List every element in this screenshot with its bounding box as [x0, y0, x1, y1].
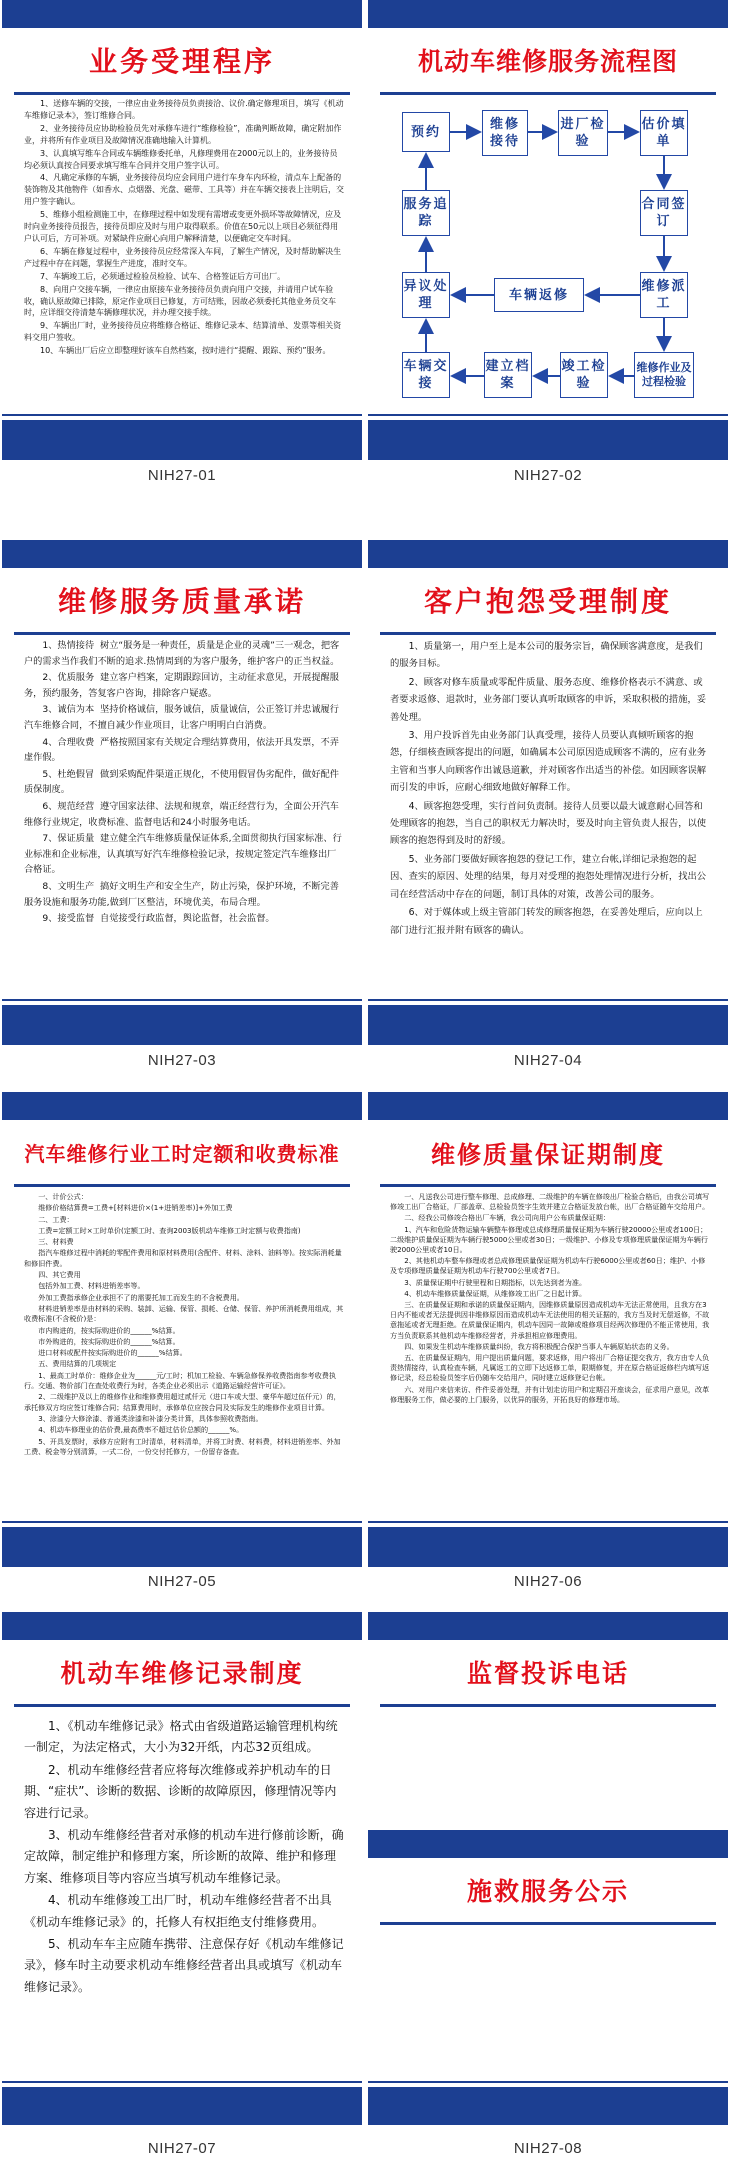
paragraph: 4、凡确定承修的车辆，业务接待员均应会同用户进行车身车内环检，清点车上配备的装饰物及其他物件（如香水、点烟器、光盘、磁带、工具等）并在车辆交接表上注明后，交用户签字确认。 — [24, 173, 344, 207]
paragraph: 3、认真填写维车合同或车辆维修委托单，凡修理费用在2000元以上的，业务接待员均必须认真按合同要求填写维车合同并交用户签字认可。 — [24, 148, 338, 170]
paragraph: 2、优质服务 建立客户档案，定期跟踪回访，主动征求意见，开展提醒服务，预约服务，答复客户咨询，排除客户疑惑。 — [24, 672, 339, 699]
panel-body — [390, 638, 710, 940]
paragraph: 二、经我公司修竣合格出厂车辆，我公司向用户公布质量保证期： — [404, 1213, 610, 1223]
paragraph: 包括外加工费、材料进销差率等。 — [38, 1281, 145, 1291]
panel-title: 维修服务质量承诺 — [57, 585, 306, 618]
flow-arrows — [368, 0, 728, 420]
panel-repair-record — [2, 1612, 362, 2132]
panel-title: 机动车维修记录制度 — [60, 1659, 304, 1688]
panel-body — [390, 1192, 710, 1406]
panel-code: NIH27-02 — [513, 467, 583, 484]
flow-box-contract: 合同签订 — [640, 190, 688, 236]
paragraph: 9、接受监督 自觉接受行政监督，舆论监督，社会监督。 — [42, 913, 275, 925]
paragraph: 2、业务接待员应协助检验员先对承修车进行“维修检验”，准确判断故障，确定附加作业，并将所有作业项目及故障情况准确地输入计算机。 — [24, 123, 342, 145]
paragraph: 1、质量第一，用户至上是本公司的服务宗旨，确保顾客满意度，是我们的服务目标。 — [390, 641, 703, 670]
flow-box-archive: 建立档案 — [484, 352, 532, 398]
flow-box-repair-work: 维修作业及过程检验 — [634, 352, 694, 398]
paragraph: 四、其它费用 — [38, 1270, 81, 1280]
paragraph: 4、机动车维修质量保证期，从维修竣工出厂之日起计算。 — [404, 1288, 587, 1298]
paragraph: 1、汽车和危险货物运输车辆整车修理或总成修理质量保证期为车辆行驶20000公里或者100日；二级维护质量保证期为车辆行驶5000公里或者30日；一级维护、小修及专项修理质量保证期为车辆行驶2000公里或者10日。 — [390, 1224, 708, 1255]
middle-band — [368, 1830, 728, 1858]
paragraph: 一、凡送我公司进行整车修理、总成修理、二级维护的车辆在修竣出厂检验合格后，由我公司填写修竣工出厂合格证，厂部盖章、总检验员签字生效并建立合格证发放台帐，出厂合格证随车交给用户。 — [390, 1192, 710, 1212]
bottom-band — [2, 2087, 362, 2125]
paragraph: 5、机动车车主应随车携带、注意保存好《机动车维修记录》，修车时主动要求机动车维修经营者出具或填写《机动车维修记录》。 — [24, 1937, 344, 1994]
second-title-box — [380, 1858, 716, 1925]
panel-title: 机动车维修服务流程图 — [417, 47, 678, 76]
flow-box-final-inspection: 竣工检验 — [560, 352, 608, 398]
panel-code: NIH27-07 — [147, 2140, 217, 2157]
top-band — [368, 1092, 728, 1120]
panel-title: 维修质量保证期制度 — [431, 1139, 665, 1169]
paragraph: 三、材料费 — [38, 1237, 74, 1247]
paragraph: 1、热情接待 树立“服务是一种责任，质量是企业的灵魂”三一观念，把客户的需求当作我们不断的追求.热情周到的为客户服务，维护客户的正当权益。 — [24, 640, 340, 667]
flow-box-rework: 车辆返修 — [494, 278, 584, 312]
flow-box-reception: 维修接待 — [482, 110, 528, 156]
paragraph: 4、顾客抱怨受理，实行首问负责制。接待人员要以最大诚意耐心回答和处理顾客的抱怨，当自己的职权无力解决时，要及时向主管负责人报告，以使顾客的抱怨得到及时的舒缓。 — [390, 800, 707, 847]
bottom-band — [368, 420, 728, 460]
flow-box-entry-inspection: 进厂检验 — [558, 110, 608, 156]
flow-box-handover: 车辆交接 — [402, 352, 450, 398]
panel-title: 客户抱怨受理制度 — [423, 585, 672, 618]
service-flowchart — [368, 0, 728, 391]
top-band — [368, 1612, 728, 1640]
paragraph: 2、顾客对修车质量或零配件质量、服务态度、维修价格表示不满意、或者要求返修、退款时，业务部门要认真听取顾客的申诉，采取积极的措施，妥善处理。 — [390, 676, 707, 723]
paragraph: 市内购进的，按实际购进价的______%结算。 — [38, 1325, 180, 1335]
paragraph: 2、其他机动车整车修理或者总成修理质量保证期为机动车行驶6000公里或者60日；维护、小修及专项修理质量保证期为机动车行驶700公里或者7日。 — [390, 1256, 706, 1276]
panel-business-procedure — [2, 0, 362, 460]
title-box — [14, 1640, 350, 1707]
paragraph: 7、保证质量 建立健全汽车维修质量保证体系,全面贯彻执行国家标准、行业标准和企业标准，认真填写好汽车维修检验记录，按规定签定汽车维修出厂合格证。 — [24, 833, 342, 876]
bottom-band — [2, 1527, 362, 1567]
paragraph: 5、业务部门要做好顾客抱怨的登记工作，建立台帐,详细记录抱怨的起因、查实的原因、处理的结果，每月对受理的抱怨处理情况进行分析，找出公司在经营活动中存在的问题，制订具体的对策，改善公司的服务。 — [390, 853, 707, 900]
paragraph: 材料进销差率是由材料的采购、装卸、运输、保管、损耗、仓储、保管、养护所消耗费用组成，其收费标准(不含税价)是： — [24, 1303, 344, 1324]
panel-code: NIH27-05 — [147, 1573, 217, 1590]
title-box — [380, 1120, 716, 1187]
paragraph: 9、车辆出厂时，业务接待员应将维修合格证、维修记录本、结算清单、发票等相关资料交用户签收。 — [24, 321, 342, 343]
paragraph: 2、机动车维修经营者应将每次维修或养护机动车的日期、“症状”、诊断的数据、诊断的故障原因，修理情况等内容进行记录。 — [24, 1762, 337, 1820]
flow-box-follow-up: 服务追踪 — [402, 190, 450, 236]
panel-body — [24, 638, 344, 928]
title-box — [14, 1120, 350, 1187]
panel-title: 监督投诉电话 — [466, 1659, 629, 1688]
paragraph: 3、诚信为本 坚持价格诚信，服务诚信，质量诚信，公正签订并忠诚履行汽车维修合同，不擅自减少作业项目，让客户明明白白消费。 — [24, 704, 339, 731]
paragraph: 进口材料或配件按实际购进价的______%结算。 — [38, 1348, 187, 1358]
paragraph: 市外购进的，按实际购进价的______%结算。 — [38, 1336, 180, 1346]
top-band — [2, 1612, 362, 1640]
paragraph: 6、规范经营 遵守国家法律、法规和规章，端正经营行为，全面公开汽车维修行业规定，收费标准、监督电话和24小时服务电话。 — [24, 800, 339, 828]
panel-body — [24, 1716, 344, 1999]
paragraph: 2、二级维护及以上的维修作业和维修费用超过贰仟元（进口车或大型、豪华车超过伍仟元）的，承托修双方均应签订维修合同；结算费用时，承修单位应按合同及实际发生的维修作业项目计算。 — [24, 1392, 341, 1412]
bottom-band — [368, 1527, 728, 1567]
paragraph: 7、车辆竣工后，必须通过检验员检验、试车、合格签证后方可出厂。 — [40, 271, 286, 281]
paragraph: 8、文明生产 搞好文明生产和安全生产，防止污染，保护环境，不断完善服务设施和服务功能,做到厂区整洁，环境优美，布局合理。 — [24, 880, 339, 908]
paragraph: 8、向用户交接车辆，一律应由原接车业务接待员负责向用户交接，并请用户试车验收，确认原故障已排除，原定作业项目已修复，方可结账，因故必须委托其他业务员交车时，应详细交待清楚车辆修理状况，并办理交接手续。 — [24, 284, 336, 318]
panel-supervision — [368, 1612, 728, 2132]
paragraph: 四、如果发生机动车维修质量纠纷，我方将积极配合保护当事人车辆原始状态的义务。 — [404, 1341, 674, 1351]
flow-box-dispatch: 维修派工 — [640, 272, 688, 318]
panel-code: NIH27-06 — [513, 1573, 583, 1590]
panel-flowchart — [368, 0, 728, 460]
paragraph: 4、机动车修理业的估价费,最高费率不超过估价总额的______%。 — [38, 1425, 244, 1435]
paragraph: 5、开具发票时，承修方应附有工时清单，材料清单，并将工时费、材料费，材料进销差率、外加工费、税金等分别清算，一式二份，一份交付托修方，一份留存备查。 — [24, 1436, 341, 1456]
panel-title: 汽车维修行业工时定额和收费标准 — [24, 1141, 340, 1166]
panel-body — [24, 1192, 344, 1458]
title-box — [380, 568, 716, 635]
panel-complaint-policy — [368, 540, 728, 1045]
paragraph: 3、涂漆分大修涂漆、普通类涂漆和补漆分类计算，具体参照收费指南。 — [38, 1413, 263, 1423]
panel-code: NIH27-04 — [513, 1052, 583, 1069]
paragraph: 3、质量保证期中行驶里程和日期指标，以先达到者为准。 — [404, 1277, 587, 1287]
paragraph: 10、车辆出厂后应立即整理好该车自然档案，按时进行“提醒、跟踪、预约”服务。 — [40, 346, 331, 356]
paragraph: 1、送修车辆的交接，一律应由业务接待员负责接洽、议价.确定修理项目，填写《机动车维修记录本》，签订维修合同。 — [24, 99, 344, 120]
paragraph: 五、在质量保证期内，用户提出质量问题，要求返修，用户将出厂合格证提交我方，我方由专人负责热情接待，认真检查车辆，凡属返工的立即下达返修工单，限期修复，并在原合格证返修栏内填写返修记录，经总检验员签字后仍随车交给用户，同时建立返修登记台帐。 — [390, 1353, 710, 1383]
paragraph: 外加工费指承修企业承担不了的需要托加工而发生的不含税费用。 — [38, 1292, 244, 1302]
paragraph: 维修价格结算费=工费+[材料进价×(1+进销差率)]+外加工费 — [38, 1203, 233, 1213]
flow-box-appointment: 预约 — [402, 112, 450, 152]
paragraph: 1、最高工时单价：维修企业为______元/工时；机加工检验、车辆急修保养收费指南参考收费执行。交通、物价部门在查处收费行为时，各类企业必须出示《道路运输经营许可证》。 — [24, 1370, 336, 1391]
bottom-band — [368, 1005, 728, 1045]
title-box — [380, 1640, 716, 1707]
panel-code: NIH27-03 — [147, 1052, 217, 1069]
flow-box-estimate: 估价填单 — [640, 110, 688, 156]
flow-box-dispute: 异议处理 — [402, 272, 450, 318]
bottom-band — [2, 420, 362, 460]
paragraph: 一、计价公式： — [38, 1192, 88, 1201]
bottom-band — [368, 2087, 728, 2125]
paragraph: 4、机动车维修竣工出厂时，机动车维修经营者不出具《机动车维修记录》的，托修人有权拒绝支付维修费用。 — [24, 1893, 332, 1929]
paragraph: 二、工费： — [38, 1214, 74, 1224]
top-band — [2, 540, 362, 568]
panel-title: 业务受理程序 — [88, 45, 275, 78]
title-box — [14, 28, 350, 95]
paragraph: 6、车辆在修复过程中，业务接待员应经常深入车间，了解生产情况，及时帮助解决生产过程中存在问题，掌握生产进度，准时交车。 — [24, 246, 342, 268]
paragraph: 3、用户投诉首先由业务部门认真受理，接待人员要认真倾听顾客的抱怨，仔细核查顾客提出的问题，如确属本公司原因造成顾客不满的，应有业务主管和当事人向顾客作出诚恳道歉，并对顾客作出适当的补偿。如因顾客误解而引发的申诉，应耐心细致地做好解释工作。 — [390, 730, 707, 794]
panel-fee-standard — [2, 1092, 362, 1567]
paragraph: 6、对于媒体或上级主管部门转发的顾客抱怨，在妥善处理后，应向以上部门进行汇报并附有顾客的确认。 — [390, 907, 703, 936]
paragraph: 三、在质量保证期和承诺的质量保证期内，因维修质量原因造成机动车无法正常使用，且我方在3日内不能或者无法提供因非维修原因而造成机动车无法使用的相关证据的，我方当及时无偿返修，不故意拖延或者无理拒绝。在质量保证期内，机动车因同一故障或维修项目经两次修理仍不能正常使用，我方当负责联系其他机动车维修经营者，并承担相应修理费用。 — [390, 1300, 710, 1340]
top-band — [2, 0, 362, 28]
panel-code: NIH27-01 — [147, 467, 217, 484]
panel-second-title: 施救服务公示 — [466, 1877, 629, 1906]
panel-warranty-policy — [368, 1092, 728, 1567]
panel-code: NIH27-08 — [513, 2140, 583, 2157]
paragraph: 工费=定额工时×工时单价(定额工时、查询2003版机动车维修工时定额与收费指南) — [38, 1225, 301, 1235]
paragraph: 五、费用结算的几项规定 — [38, 1359, 117, 1369]
paragraph: 5、杜绝假冒 做到采购配件渠道正规化，不使用假冒伪劣配件，做好配件质保制度。 — [24, 768, 339, 796]
top-band — [2, 1092, 362, 1120]
panel-quality-promise — [2, 540, 362, 1045]
top-band — [368, 540, 728, 568]
title-box — [14, 568, 350, 635]
panel-body — [24, 98, 344, 358]
paragraph: 六、对用户来信来访、件件妥善处理，并有计划走访用户和定期召开座谈会，征求用户意见，改革修理服务工作，做必要的上门服务，以优异的服务，开拓良好的修理市场。 — [390, 1384, 710, 1404]
paragraph: 3、机动车维修经营者对承修的机动车进行修前诊断，确定故障，制定维护和修理方案，所诊断的故障、维护和修理方案、维修项目等内容应当填写机动车维修记录。 — [24, 1828, 344, 1885]
paragraph: 5、维修小组检测施工中，在修理过程中如发现有需增或变更外损坏等故障情况，应及时向业务接待员报告，接待员即应及时与用户取得联系。价值在50元以上项目必须征得用户认可后，方可补项。对紧缺件应耐心向用户解释清楚，以便确定交车时间。 — [24, 210, 342, 243]
bottom-band — [2, 1005, 362, 1045]
paragraph: 4、合理收费 严格按照国家有关规定合理结算费用，依法开具发票，不弄虚作假。 — [24, 736, 339, 764]
paragraph: 指汽车维修过程中消耗的零配件费用和原材料费用(含配件、材料、涂料、油料等)。按实际消耗量和修旧件费。 — [24, 1248, 342, 1268]
paragraph: 1、《机动车维修记录》格式由省级道路运输管理机构统一制定，为法定格式，大小为32开纸，内芯32页组成。 — [24, 1719, 338, 1755]
